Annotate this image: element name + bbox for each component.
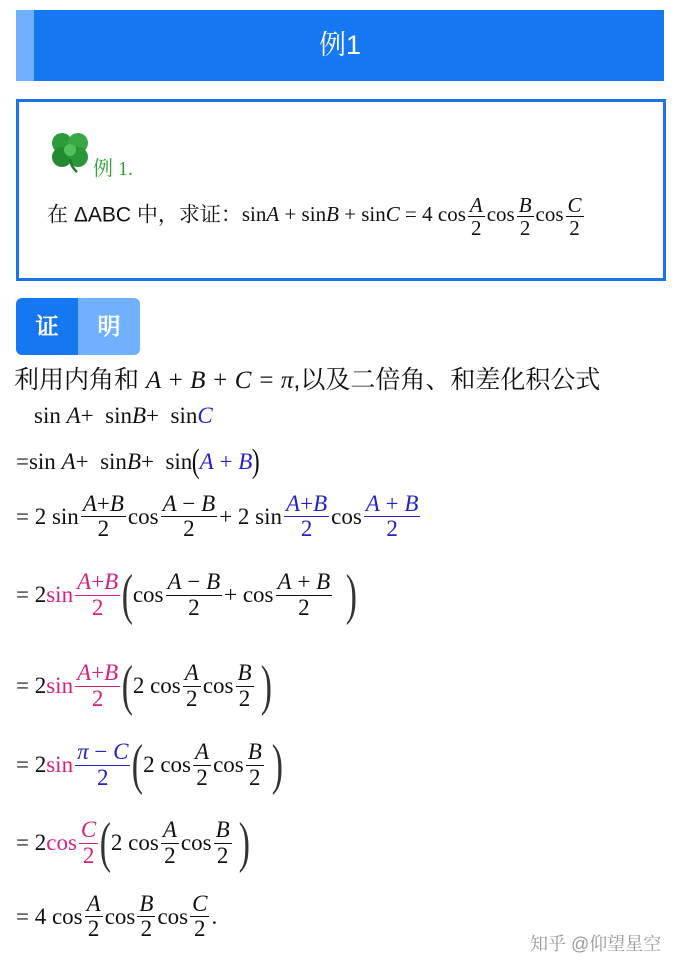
statement-formula: sinA + sinB + sinC = 4 cos $\frac{A}{2}$ cos $\frac{B}{2}$ cos $\frac{C}{2}$	[241, 193, 582, 241]
clover-icon	[47, 129, 93, 173]
header-title: 例1	[318, 30, 362, 60]
proof-step-6: = 2 sin $\frac{\pi - C}{2}$ ( 2 cos $\frac{A}{2}$ cos $\frac{B}{2}$ )	[16, 734, 283, 796]
intro-formula: A + B + C = π	[145, 367, 294, 394]
proof-step-5: = 2 sin $\frac{A+B}{2}$ ( 2 cos $\frac{A}{2}$ cos $\frac{B}{2}$ )	[16, 655, 273, 717]
statement-prefix: 在 ΔABC 中，求证：	[47, 203, 242, 227]
intro-text-after: ,以及二倍角、和差化积公式	[293, 366, 601, 394]
proof-step-1: sin A + sin B + sin C	[34, 403, 213, 428]
header-banner	[16, 10, 664, 81]
proof-tab-2: 明	[78, 298, 140, 355]
example-label: 例 1.	[93, 158, 133, 180]
example-box	[16, 99, 666, 281]
proof-intro	[14, 360, 600, 396]
proof-step-4: = 2 sin $\frac{A+B}{2}$ ( cos $\frac{A - B}{2}$ + cos $\frac{A + B}{2}$ )	[16, 564, 357, 626]
intro-text-before: 利用内角和	[14, 366, 140, 394]
proof-step-2: =sin A + sin B + sin ( A + B )	[16, 443, 260, 480]
watermark: 知乎 @仰望星空	[530, 934, 662, 954]
proof-step-3: = 2 sin $\frac{A+B}{2}$ cos $\frac{A - B}{2}$ + 2 sin $\frac{A+B}{2}$ cos $\frac{A + B}{2}$	[16, 491, 419, 542]
proof-step-7: = 2 cos $\frac{C}{2}$ ( 2 cos $\frac{A}{2}$ cos $\frac{B}{2}$ )	[16, 812, 251, 874]
proof-tab-1: 证	[16, 298, 78, 355]
proof-step-8: = 4 cos $\frac{A}{2}$ cos $\frac{B}{2}$ cos $\frac{C}{2}$ .	[16, 891, 218, 942]
example-statement	[47, 194, 657, 239]
